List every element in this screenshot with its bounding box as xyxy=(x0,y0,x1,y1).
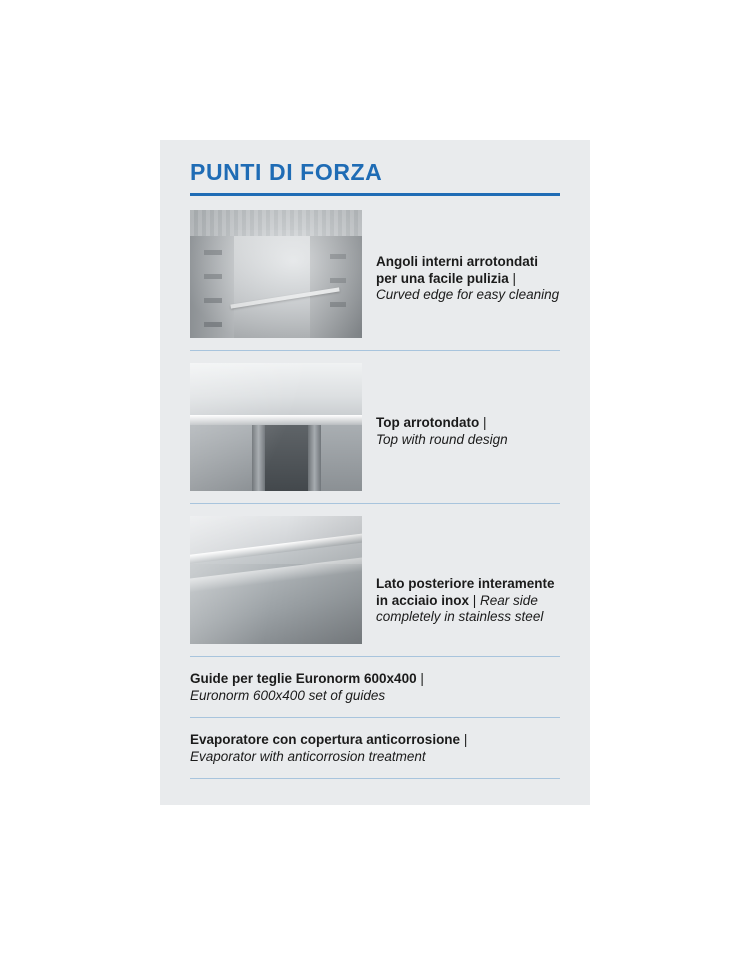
feature-separator: | xyxy=(416,671,424,687)
rounded-top-photo xyxy=(190,363,362,491)
feature-item xyxy=(190,210,560,351)
feature-label-en: Top with round design xyxy=(376,431,508,447)
feature-separator: | xyxy=(479,415,487,431)
feature-text xyxy=(376,363,508,448)
feature-label-en: Evaporator with anticorrosion treatment xyxy=(190,748,426,764)
feature-item xyxy=(190,669,560,718)
feature-label-en: Curved edge for easy cleaning xyxy=(376,287,560,303)
page-title: PUNTI DI FORZA xyxy=(190,159,383,185)
feature-separator: | xyxy=(508,270,517,286)
feature-text xyxy=(190,732,560,766)
title-divider xyxy=(190,193,560,196)
feature-text xyxy=(190,671,560,705)
feature-label-en: Euronorm 600x400 set of guides xyxy=(190,688,386,704)
feature-item xyxy=(190,363,560,504)
feature-item xyxy=(190,730,560,779)
rear-stainless-side-photo xyxy=(190,516,362,644)
feature-label-it: Top arrotondato xyxy=(376,415,480,431)
feature-separator: | xyxy=(460,732,468,748)
feature-label-it: Lato posteriore interamente in acciaio inox xyxy=(376,576,555,608)
feature-label-en: Rear side completely in stainless steel xyxy=(376,592,544,625)
interior-rounded-corners-photo xyxy=(190,210,362,338)
feature-label-it: Angoli interni arrotondati per una facile pulizia xyxy=(376,254,538,286)
feature-text xyxy=(376,210,560,303)
feature-label-it: Evaporatore con copertura anticorrosione xyxy=(190,732,461,748)
feature-separator: | xyxy=(469,592,481,608)
feature-text xyxy=(376,516,560,625)
feature-item xyxy=(190,516,560,657)
feature-label-it: Guide per teglie Euronorm 600x400 xyxy=(190,671,417,687)
strengths-section xyxy=(190,160,560,791)
